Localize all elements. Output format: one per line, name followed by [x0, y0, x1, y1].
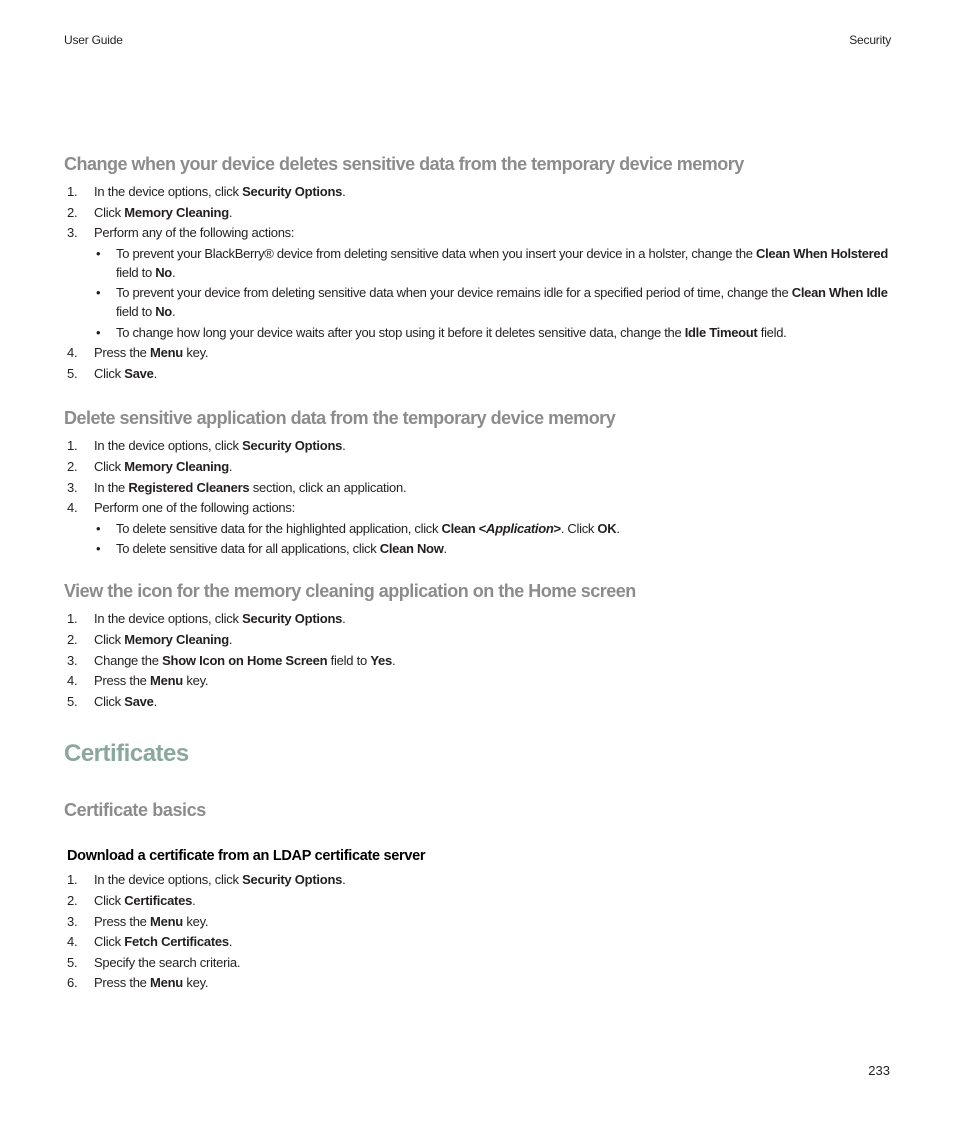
bullet-list — [94, 244, 890, 342]
list-item — [64, 223, 890, 342]
ui-term: OK — [597, 520, 617, 536]
ui-term: Yes — [370, 652, 392, 668]
step-number: 4. — [67, 673, 78, 689]
step-text: Click — [94, 892, 125, 908]
ui-term: Memory Cleaning — [124, 204, 229, 220]
list-item — [64, 364, 890, 385]
bullet: • — [96, 245, 101, 261]
bullet-text: . — [616, 520, 620, 536]
step-number: 6. — [67, 975, 78, 991]
list-item — [64, 870, 890, 891]
ui-term: Security Options — [242, 184, 343, 199]
page-number: 233 — [868, 1063, 890, 1078]
step-text: key. — [182, 673, 209, 689]
bullet-item — [94, 323, 890, 342]
ui-term: Clean When Idle — [791, 285, 888, 301]
list-item — [64, 891, 890, 912]
step-number: 4. — [67, 934, 78, 950]
list-item — [64, 182, 890, 203]
list-item — [64, 630, 890, 651]
step-number: 1. — [67, 872, 78, 888]
step-text: . — [342, 611, 346, 627]
step-text: Click — [94, 365, 125, 381]
step-text: In the — [94, 479, 129, 495]
bullet-text: . — [443, 541, 447, 557]
step-number: 3. — [67, 479, 78, 495]
ui-term: Registered Cleaners — [128, 479, 250, 495]
step-text: In the device options, click — [94, 611, 243, 627]
list-item — [64, 912, 890, 933]
bullet-text: To prevent your BlackBerry® device from deleting sensitive data when you insert your device in a holster, change the — [116, 245, 757, 261]
step-text: Click — [94, 631, 125, 647]
section-heading-memory-cleaning-change: Change when your device deletes sensitive data from the temporary device memory — [64, 154, 744, 174]
step-number: 1. — [67, 611, 78, 627]
steps-list — [64, 870, 890, 994]
step-text: . — [228, 459, 233, 475]
ui-term: Clean When Holstered — [756, 245, 888, 261]
ui-term: Security Options — [242, 611, 343, 627]
step-text: In the device options, click — [94, 438, 243, 454]
step-number: 3. — [67, 913, 78, 929]
list-item — [64, 478, 890, 499]
list-item — [64, 436, 890, 457]
step-text: . — [342, 184, 346, 199]
bullet: • — [96, 541, 101, 557]
step-number: 4. — [67, 345, 78, 361]
chapter-heading-certificates: Certificates — [64, 740, 189, 768]
ui-term: Certificates — [124, 892, 193, 908]
step-number: 5. — [67, 954, 78, 970]
steps-list — [64, 182, 890, 384]
step-text: In the device options, click — [94, 872, 243, 888]
ui-term: Save — [124, 365, 154, 381]
step-text: Specify the search criteria. — [94, 954, 241, 970]
step-text: Perform any of the following actions: — [94, 225, 295, 241]
step-number: 1. — [67, 184, 78, 199]
bullet-text: To delete sensitive data for the highlighted application, click — [116, 520, 442, 536]
ui-term: Security Options — [242, 438, 343, 454]
ui-term: Menu — [150, 345, 183, 361]
ui-term: Menu — [150, 975, 183, 991]
step-text: key. — [182, 913, 209, 929]
step-text: Press the — [94, 975, 151, 991]
bullet-text: field to — [116, 304, 156, 320]
step-number: 5. — [67, 365, 78, 381]
step-number: 1. — [67, 438, 78, 454]
step-text: . — [342, 872, 346, 888]
step-text: . — [228, 934, 233, 950]
ui-term: Idle Timeout — [684, 324, 758, 340]
bullet-text: To delete sensitive data for all applications, click — [116, 541, 380, 557]
bullet-item — [94, 244, 890, 282]
step-text: Change the — [94, 652, 163, 668]
step-text: Press the — [94, 913, 151, 929]
page-content — [64, 154, 890, 994]
list-item — [64, 498, 890, 558]
bullet: • — [96, 285, 101, 301]
running-header-right: Security — [849, 33, 891, 47]
section-heading-view-icon: View the icon for the memory cleaning application on the Home screen — [64, 581, 636, 602]
step-number: 5. — [67, 693, 78, 709]
steps-list — [64, 436, 890, 558]
bullet-text: . Click — [560, 520, 598, 536]
step-number: 2. — [67, 204, 78, 220]
step-text: Click — [94, 693, 125, 709]
ui-term: Clean Now — [379, 541, 444, 557]
ui-term: Fetch Certificates — [124, 934, 229, 950]
step-text: . — [228, 204, 233, 220]
step-text: Click — [94, 459, 125, 475]
step-text: field to — [327, 652, 371, 668]
ui-term: Security Options — [242, 872, 343, 888]
bullet-item — [94, 519, 890, 538]
bullet-list — [94, 519, 890, 559]
ui-term: Menu — [150, 673, 183, 689]
running-header-left: User Guide — [64, 33, 123, 47]
bullet-item — [94, 539, 890, 558]
section-heading-delete-app-data: Delete sensitive application data from the temporary device memory — [64, 408, 616, 429]
bullet-text: field. — [757, 324, 787, 340]
ui-term: No — [155, 304, 172, 320]
list-item — [64, 953, 890, 974]
step-text: section, click an application. — [249, 479, 407, 495]
list-item — [64, 609, 890, 630]
step-text: In the device options, click — [94, 184, 243, 199]
bullet-text: . — [171, 304, 176, 320]
step-text: . — [153, 365, 158, 381]
ui-term: Menu — [150, 913, 183, 929]
step-number: 4. — [67, 500, 78, 516]
step-text: Click — [94, 934, 125, 950]
list-item — [64, 203, 890, 224]
list-item — [64, 343, 890, 364]
step-text: . — [153, 693, 158, 709]
list-item — [64, 671, 890, 692]
bullet-text: . — [171, 264, 176, 280]
list-item — [64, 692, 890, 713]
step-text: . — [342, 438, 346, 454]
ui-term: Memory Cleaning — [124, 459, 229, 475]
bullet-text: field to — [116, 264, 156, 280]
ui-term: Save — [124, 693, 154, 709]
list-item — [64, 651, 890, 672]
list-item — [64, 457, 890, 478]
step-text: . — [392, 652, 396, 668]
step-text: Perform one of the following actions: — [94, 500, 296, 516]
step-text: Press the — [94, 673, 151, 689]
bullet-item — [94, 283, 890, 321]
bullet: • — [96, 520, 101, 536]
ui-term: No — [155, 264, 172, 280]
ui-term-italic: Application — [486, 520, 554, 536]
ui-term: > — [553, 520, 561, 536]
step-number: 3. — [67, 652, 78, 668]
steps-list — [64, 609, 890, 712]
bullet-text: To change how long your device waits after you stop using it before it deletes sensitive data, change the — [116, 324, 685, 340]
ui-term: Memory Cleaning — [124, 631, 229, 647]
step-text: key. — [182, 975, 209, 991]
step-text: Press the — [94, 345, 151, 361]
bullet-text: To prevent your device from deleting sensitive data when your device remains idle for a specified period of time, change the — [116, 285, 792, 301]
step-number: 2. — [67, 892, 78, 908]
bullet: • — [96, 324, 101, 340]
task-heading-download-certificate: Download a certificate from an LDAP certificate server — [67, 848, 426, 865]
ui-term: Clean < — [441, 520, 487, 536]
list-item — [64, 932, 890, 953]
list-item — [64, 973, 890, 994]
subsection-heading-certificate-basics: Certificate basics — [64, 800, 206, 821]
step-number: 2. — [67, 631, 78, 647]
step-text: . — [192, 892, 196, 908]
step-text: Click — [94, 204, 125, 220]
step-number: 2. — [67, 459, 78, 475]
step-number: 3. — [67, 225, 78, 241]
step-text: . — [228, 631, 233, 647]
ui-term: Show Icon on Home Screen — [162, 652, 328, 668]
step-text: key. — [182, 345, 209, 361]
